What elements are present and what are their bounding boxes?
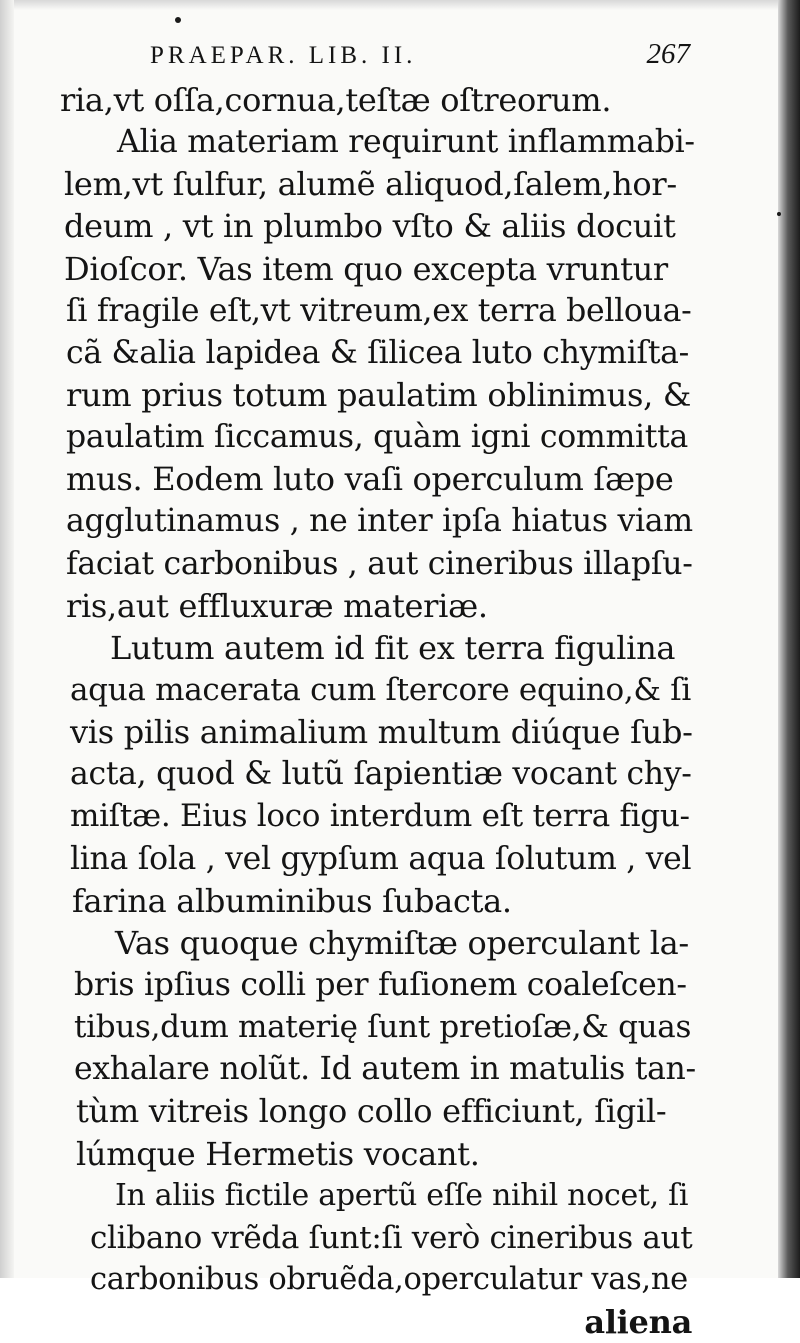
body-text — [60, 79, 700, 1343]
text-line: faciat carbonibus , aut cineribus illapſu- — [66, 545, 693, 582]
scan-top-edge — [0, 0, 800, 10]
text-line: ris,aut effluxuræ materiæ. — [66, 586, 488, 625]
text-line: lem,vt ſulfur, alumẽ aliquod,ſalem,hor- — [64, 165, 677, 204]
text-line: tibus,dum materię ſunt pretioſæ,& quas — [74, 1009, 692, 1046]
text-line: ria,vt oſſa,cornua,teſtæ oſtreorum. — [60, 81, 612, 119]
scan-binding-edge — [778, 0, 800, 1278]
text-line: Lutum autem id fit ex terra figulina — [110, 628, 676, 667]
text-line: clibano vrẽda ſunt:ſi verò cineribus aut — [90, 1219, 693, 1256]
text-line: miſtæ. Eius loco interdum eſt terra figu- — [70, 798, 690, 835]
text-line: cã &alia lapidea & ſilicea luto chymiſta- — [66, 334, 690, 371]
scan-left-edge — [0, 0, 14, 1278]
text-line: In aliis fictile apertũ eſſe nihil nocet, ſi — [115, 1177, 689, 1213]
text-line: aqua macerata cum ſtercore equino,& ſi — [70, 671, 692, 708]
ink-speck — [175, 17, 181, 23]
catchword-line — [60, 1301, 700, 1343]
text-line: mus. Eodem luto vaſi operculum ſæpe — [66, 460, 674, 499]
text-line: lina ſola , vel gypſum aqua ſolutum , vel — [70, 840, 692, 877]
text-line: deum , vt in plumbo vſto & aliis docuit — [64, 207, 676, 246]
text-line: rum prius totum paulatim oblinimus, & — [66, 375, 692, 414]
text-line: carbonibus obruẽda,operculatur vas,ne — [90, 1261, 688, 1297]
text-line: paulatim ſiccamus, quàm igni committa — [66, 419, 688, 456]
text-line: bris ipſius colli per fuſionem coaleſcen- — [74, 966, 687, 1003]
page-number: 267 — [646, 38, 690, 70]
text-line: ſi fragile eſt,vt vitreum,ex terra bellouа- — [66, 292, 692, 329]
text-line: agglutinamus , ne inter ipſa hiatus viam — [66, 503, 693, 540]
text-line: vis pilis animalium multum diúque ſub- — [70, 713, 693, 752]
text-line: farina albuminibus ſubacta. — [72, 881, 512, 920]
catchword: aliena — [584, 1303, 692, 1342]
page-header — [150, 38, 690, 76]
text-line: tùm vitreis longo collo efficiunt, ſigil- — [76, 1092, 667, 1131]
text-line: acta, quod & lutũ ſapientiæ vocant chy- — [70, 756, 692, 793]
text-line: Dioſcor. Vas item quo excepta vruntur — [64, 249, 668, 288]
ink-speck — [777, 212, 781, 216]
text-line: exhalare nolũt. Id autem in matulis tan- — [74, 1051, 696, 1088]
text-line: Vas quoque chymiſtæ operculant la- — [115, 923, 689, 962]
text-line: lúmque Hermetis vocant. — [76, 1134, 480, 1173]
text-line: Alia materiam requirunt inflammabi- — [117, 124, 695, 161]
running-head: PRAEPAR. LIB. II. — [150, 42, 417, 69]
